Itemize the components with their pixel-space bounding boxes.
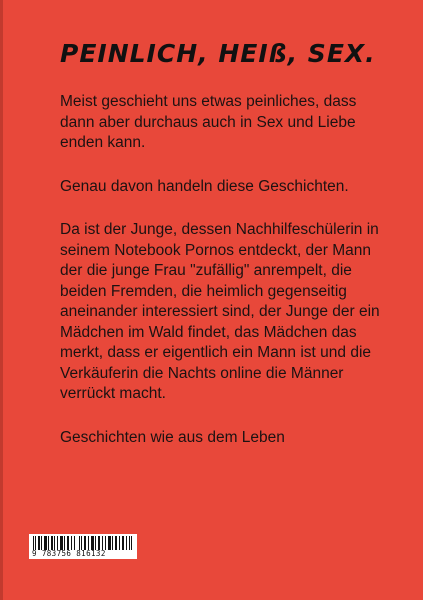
cover-spine-edge xyxy=(0,0,3,600)
blurb xyxy=(60,92,380,471)
isbn-digits: 9 783756 816132 xyxy=(32,549,106,558)
blurb-paragraph-topic: Genau davon handeln diese Geschichten. xyxy=(60,177,349,195)
blurb-paragraph-closing: Geschichten wie aus dem Leben xyxy=(60,428,285,446)
blurb-paragraph-intro: Meist geschieht uns etwas peinliches, dass dann aber durchaus auch in Sex und Liebe enden kann. xyxy=(60,93,357,151)
barcode-bars xyxy=(33,536,133,550)
isbn-barcode xyxy=(29,534,137,559)
back-cover-title: PEINLICH, HEIß, SEX. xyxy=(60,39,376,68)
blurb-paragraph-stories: Da ist der Junge, dessen Nachhilfeschülerin in seinem Notebook Pornos entdeckt, der Mann der die junge Frau "zufällig" anrempelt, die beiden Fremden, die heimlich gegenseitig aneinander interessiert sind, der Junge der ein Mädchen im Wald findet, das Mädchen das merkt, dass er eigentlich ein Mann ist und die Verkäuferin die Nachts online die Männer verrückt macht. xyxy=(60,221,380,402)
